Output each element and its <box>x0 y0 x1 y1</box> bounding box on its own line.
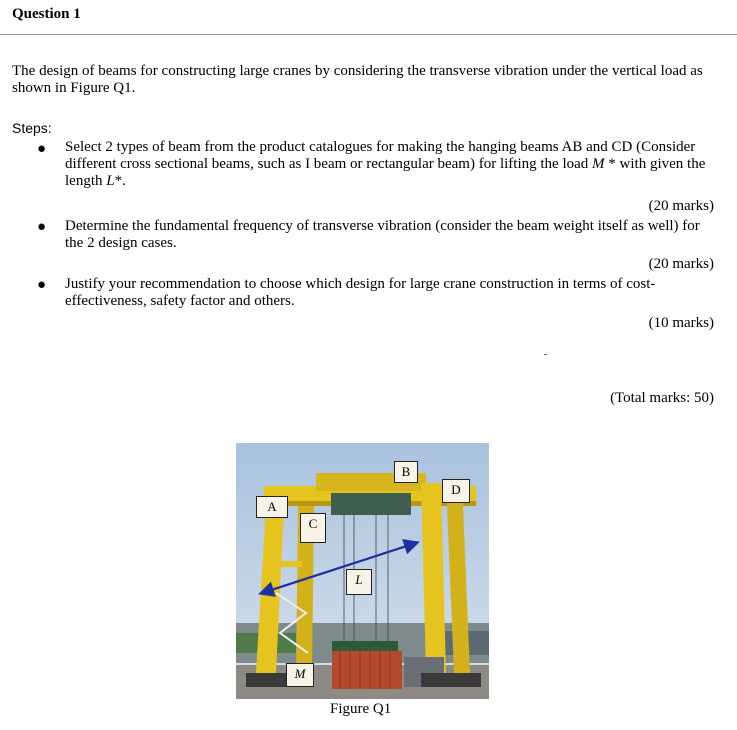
step-3-marks: (10 marks) <box>648 315 714 331</box>
intro-paragraph: The design of beams for constructing large cranes by considering the transverse vibration under the vertical load as shown in Figure Q1. <box>12 63 703 96</box>
step-3-text: Justify your recommendation to choose which design for large crane construction in terms of cost-effectiveness, safety factor and others. <box>65 276 656 309</box>
label-M: M <box>286 663 314 687</box>
label-L: L <box>346 569 372 595</box>
steps-label: Steps: <box>12 120 52 136</box>
step-1-marks: (20 marks) <box>648 198 714 214</box>
label-D: D <box>442 479 470 503</box>
crane-figure <box>236 443 489 699</box>
label-A: A <box>256 496 288 518</box>
step-1-text: Select 2 types of beam from the product catalogues for making the hanging beams AB and CD (Consider different cross sectional beams, such as I beam or rectangular beam) for lifting the load M * with given the length L*. <box>65 139 706 189</box>
label-B: B <box>394 461 418 483</box>
bullet-3: ● <box>37 277 47 293</box>
stray-mark <box>544 354 547 355</box>
total-marks: (Total marks: 50) <box>610 390 714 406</box>
label-C: C <box>300 513 326 543</box>
question-title: Question 1 <box>12 6 81 22</box>
header-divider <box>0 34 737 35</box>
bullet-1: ● <box>37 141 47 157</box>
step-2-text: Determine the fundamental frequency of transverse vibration (consider the beam weight itself as well) for the 2 design cases. <box>65 218 700 251</box>
figure-caption: Figure Q1 <box>330 701 392 717</box>
bullet-2: ● <box>37 219 47 235</box>
step-2-marks: (20 marks) <box>648 256 714 272</box>
